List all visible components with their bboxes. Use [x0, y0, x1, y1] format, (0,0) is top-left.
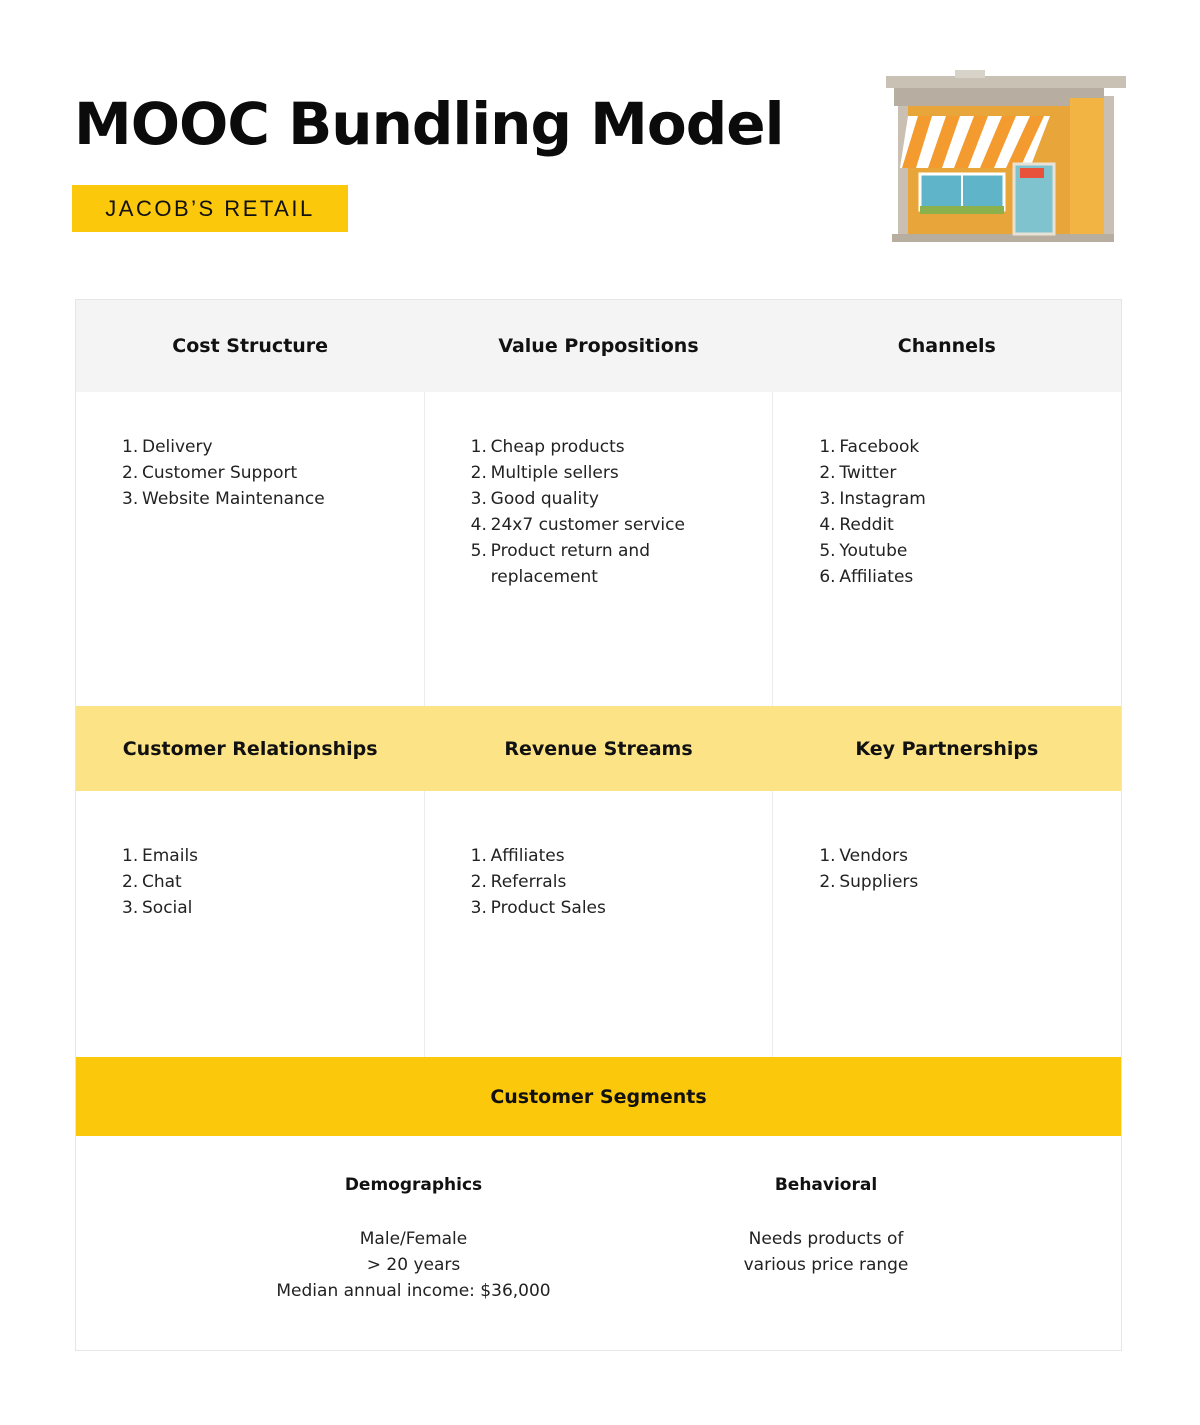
demographics-line: Male/Female	[359, 1229, 468, 1249]
value-propositions-list	[471, 434, 721, 590]
list-item: Vendors	[839, 846, 908, 866]
behavioral-block	[676, 1174, 976, 1278]
channels-list	[819, 434, 926, 590]
list-item: Instagram	[839, 489, 926, 509]
list-item: Emails	[142, 846, 199, 866]
list-item: Delivery	[142, 437, 213, 457]
value-propositions-cell	[424, 392, 773, 706]
key-partnerships-cell	[772, 791, 1121, 1057]
customer-segments-heading: Customer Segments	[490, 1085, 707, 1108]
revenue-streams-heading: Revenue Streams	[504, 737, 693, 760]
company-badge: JACOB’S RETAIL	[72, 185, 348, 232]
value-propositions-heading: Value Propositions	[498, 335, 699, 357]
behavioral-line: Needs products of	[748, 1229, 904, 1249]
cost-structure-heading: Cost Structure	[172, 335, 329, 357]
list-item: 24x7 customer service	[490, 515, 685, 535]
demographics-line: > 20 years	[366, 1255, 461, 1275]
list-item: Suppliers	[839, 872, 919, 892]
revenue-streams-list	[471, 843, 606, 921]
storefront-icon	[880, 68, 1130, 248]
channels-cell	[772, 392, 1121, 706]
key-partnerships-heading: Key Partnerships	[855, 737, 1039, 760]
header-row-middle	[76, 706, 1121, 791]
list-item: Facebook	[839, 437, 920, 457]
list-item: Customer Support	[142, 463, 298, 483]
header-row-segments	[76, 1057, 1121, 1136]
header-row-top	[76, 300, 1121, 392]
cost-structure-list	[122, 434, 325, 512]
list-item: Social	[142, 898, 193, 918]
customer-segments-body	[76, 1136, 1121, 1350]
cost-structure-cell	[76, 392, 424, 706]
key-partnerships-list	[819, 843, 918, 895]
demographics-block	[226, 1174, 601, 1304]
demographics-line: Median annual income: $36,000	[276, 1281, 551, 1301]
page-title: MOOC Bundling Model	[74, 90, 784, 158]
list-item: Twitter	[839, 463, 897, 483]
list-item: Product Sales	[490, 898, 606, 918]
list-item: Product return and replacement	[490, 541, 650, 587]
body-row-top	[76, 392, 1121, 706]
list-item: Affiliates	[839, 567, 914, 587]
behavioral-heading: Behavioral	[774, 1175, 878, 1195]
body-row-middle	[76, 791, 1121, 1057]
list-item: Cheap products	[490, 437, 625, 457]
revenue-streams-cell	[424, 791, 773, 1057]
business-model-canvas	[75, 299, 1122, 1351]
customer-relationships-cell	[76, 791, 424, 1057]
list-item: Chat	[142, 872, 182, 892]
customer-relationships-heading: Customer Relationships	[122, 737, 378, 760]
list-item: Affiliates	[490, 846, 565, 866]
list-item: Referrals	[490, 872, 567, 892]
list-item: Multiple sellers	[490, 463, 619, 483]
customer-relationships-list	[122, 843, 198, 921]
list-item: Good quality	[490, 489, 599, 509]
behavioral-line: various price range	[743, 1255, 909, 1275]
list-item: Reddit	[839, 515, 894, 535]
channels-heading: Channels	[897, 335, 996, 357]
demographics-heading: Demographics	[344, 1175, 483, 1195]
list-item: Website Maintenance	[142, 489, 325, 509]
list-item: Youtube	[839, 541, 908, 561]
